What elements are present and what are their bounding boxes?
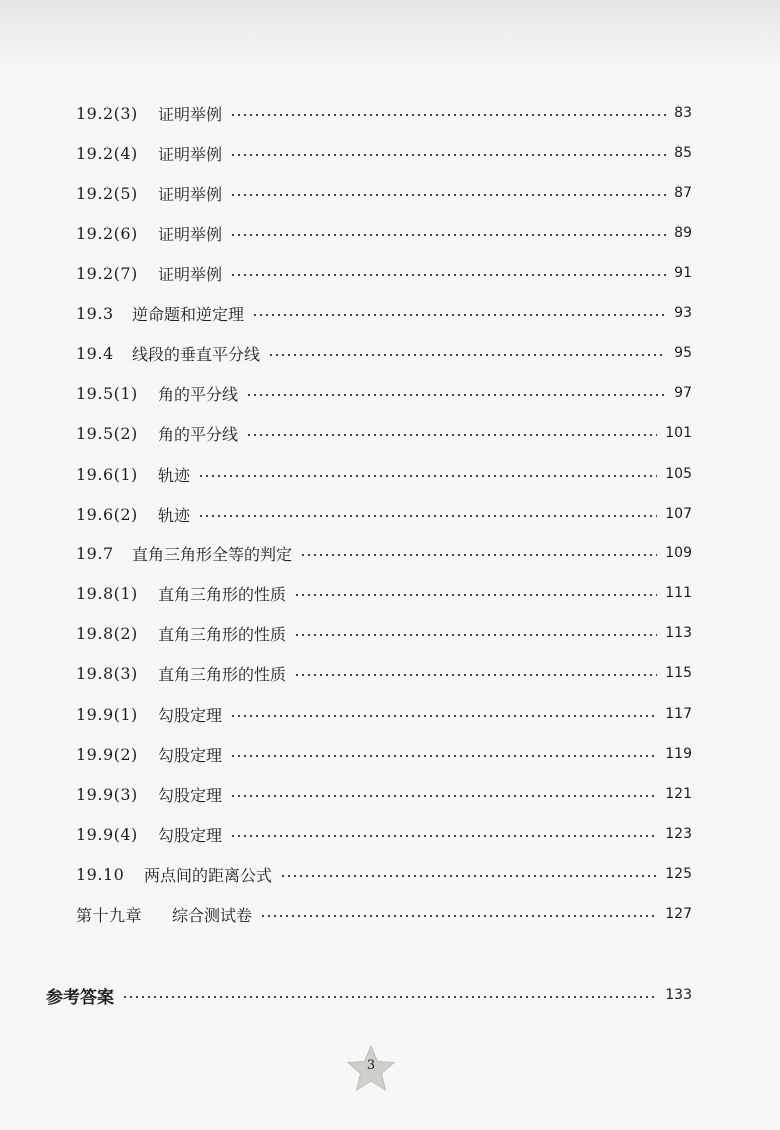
entry-number: 19.5(1) <box>76 383 138 403</box>
entry-page: 89 <box>674 225 692 241</box>
toc-entry[interactable] <box>76 541 692 565</box>
entry-title: 直角三角形的性质 <box>158 664 287 684</box>
entry-number: 19.2(6) <box>76 223 138 243</box>
entry-page: 95 <box>674 345 692 361</box>
entry-page: 125 <box>665 866 692 882</box>
toc-entry[interactable] <box>76 421 692 445</box>
answers-page: 133 <box>665 987 692 1003</box>
entry-title: 勾股定理 <box>158 705 223 725</box>
toc-entry-answers[interactable] <box>46 982 692 1008</box>
entry-number: 19.8(1) <box>76 583 138 603</box>
toc-entry[interactable] <box>76 862 692 886</box>
entry-page: 117 <box>665 706 692 722</box>
entry-title: 证明举例 <box>158 144 223 164</box>
toc-entry[interactable] <box>76 301 692 325</box>
entry-title: 轨迹 <box>158 465 191 485</box>
dot-leader <box>198 475 657 477</box>
dot-leader <box>230 835 657 837</box>
entry-page: 107 <box>665 506 692 522</box>
dot-leader <box>122 996 655 998</box>
dot-leader <box>280 875 657 877</box>
entry-page: 127 <box>665 906 692 922</box>
entry-page: 83 <box>674 105 692 121</box>
entry-title: 线段的垂直平分线 <box>132 344 261 364</box>
entry-number: 19.4 <box>76 343 114 363</box>
toc-entry[interactable] <box>76 661 692 685</box>
entry-page: 87 <box>674 185 692 201</box>
dot-leader <box>230 755 657 757</box>
entry-page: 93 <box>674 305 692 321</box>
toc-entry[interactable] <box>76 462 692 486</box>
entry-title: 直角三角形全等的判定 <box>132 544 293 564</box>
entry-page: 121 <box>665 786 692 802</box>
page-number: 3 <box>366 1058 376 1073</box>
toc-entry[interactable] <box>76 782 692 806</box>
entry-title: 两点间的距离公式 <box>144 865 273 885</box>
entry-number: 19.9(1) <box>76 704 138 724</box>
dot-leader <box>230 234 666 236</box>
entry-title: 勾股定理 <box>158 785 223 805</box>
dot-leader <box>230 114 666 116</box>
entry-page: 109 <box>665 545 692 561</box>
entry-page: 115 <box>665 665 692 681</box>
entry-page: 97 <box>674 385 692 401</box>
toc-entry[interactable] <box>76 822 692 846</box>
entry-title: 直角三角形的性质 <box>158 584 287 604</box>
entry-number: 19.9(2) <box>76 744 138 764</box>
toc-entry[interactable] <box>76 581 692 605</box>
entry-page: 101 <box>665 425 692 441</box>
entry-page: 111 <box>665 585 692 601</box>
entry-number: 19.2(4) <box>76 143 138 163</box>
entry-page: 91 <box>674 265 692 281</box>
dot-leader <box>294 674 657 676</box>
dot-leader <box>230 795 657 797</box>
toc-entry-chapter-test[interactable] <box>76 902 692 926</box>
answers-title: 参考答案 <box>46 987 114 1008</box>
entry-page: 105 <box>665 466 692 482</box>
dot-leader <box>294 594 657 596</box>
entry-number: 19.2(3) <box>76 103 138 123</box>
top-shadow <box>0 0 780 70</box>
entry-title: 证明举例 <box>158 184 223 204</box>
entry-title: 轨迹 <box>158 505 191 525</box>
entry-number: 第十九章 <box>76 905 143 925</box>
entry-number: 19.8(2) <box>76 623 138 643</box>
entry-number: 19.8(3) <box>76 663 138 683</box>
toc-entry[interactable] <box>76 141 692 165</box>
entry-number: 19.6(2) <box>76 504 138 524</box>
entry-number: 19.5(2) <box>76 423 138 443</box>
entry-title: 勾股定理 <box>158 745 223 765</box>
entry-title: 逆命题和逆定理 <box>132 304 245 324</box>
entry-page: 123 <box>665 826 692 842</box>
entry-number: 19.6(1) <box>76 464 138 484</box>
entry-number: 19.9(4) <box>76 824 138 844</box>
toc-entry[interactable] <box>76 702 692 726</box>
entry-title: 直角三角形的性质 <box>158 624 287 644</box>
entry-title: 证明举例 <box>158 104 223 124</box>
toc-entry[interactable] <box>76 502 692 526</box>
entry-number: 19.10 <box>76 864 125 884</box>
dot-leader <box>260 915 657 917</box>
entry-number: 19.7 <box>76 543 114 563</box>
dot-leader <box>294 634 657 636</box>
entry-number: 19.2(5) <box>76 183 138 203</box>
toc-entry[interactable] <box>76 381 692 405</box>
entry-page: 119 <box>665 746 692 762</box>
dot-leader <box>230 194 666 196</box>
toc-entry[interactable] <box>76 742 692 766</box>
entry-title: 角的平分线 <box>158 424 239 444</box>
toc-entry[interactable] <box>76 261 692 285</box>
entry-title: 角的平分线 <box>158 384 239 404</box>
entry-number: 19.2(7) <box>76 263 138 283</box>
page-number-badge <box>346 1044 396 1094</box>
dot-leader <box>230 715 657 717</box>
entry-page: 113 <box>665 625 692 641</box>
entry-number: 19.3 <box>76 303 114 323</box>
entry-page: 85 <box>674 145 692 161</box>
entry-number: 19.9(3) <box>76 784 138 804</box>
dot-leader <box>198 515 657 517</box>
entry-title: 勾股定理 <box>158 825 223 845</box>
toc-entry[interactable] <box>76 181 692 205</box>
entry-title: 证明举例 <box>158 264 223 284</box>
dot-leader <box>246 434 657 436</box>
toc-entry[interactable] <box>76 221 692 245</box>
dot-leader <box>252 314 666 316</box>
dot-leader <box>230 274 666 276</box>
toc-entry[interactable] <box>76 101 692 125</box>
dot-leader <box>246 394 666 396</box>
entry-title: 证明举例 <box>158 224 223 244</box>
dot-leader <box>268 354 666 356</box>
dot-leader <box>300 554 657 556</box>
entry-title: 综合测试卷 <box>172 905 253 925</box>
toc-entry[interactable] <box>76 341 692 365</box>
toc-entry[interactable] <box>76 621 692 645</box>
dot-leader <box>230 154 666 156</box>
